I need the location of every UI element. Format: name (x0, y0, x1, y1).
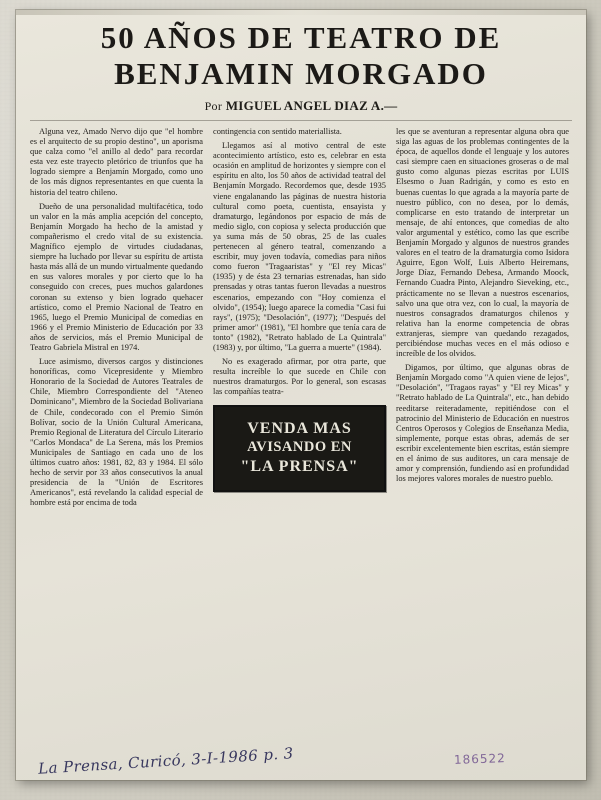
archive-stamp-number: 186522 (453, 751, 507, 767)
article-column-1 (30, 127, 203, 782)
byline-author: MIGUEL ANGEL DIAZ A.— (225, 98, 398, 113)
advertisement-box[interactable] (213, 405, 386, 492)
headline-line-2: BENJAMIN MORGADO (114, 56, 488, 91)
paragraph: Luce asimismo, diversos cargos y distinciones honoríficas, como Vicepresidente y Miembro Honorario de la Sociedad de Autores Teatrales de Chile, Miembro Correspondiente del "Ateneo Dominicano", Miembro de la Sociedad Bolivariana de Chile, condecorado con el Premio Simón Bolívar, socio de la Unión Cultural Americana, Premio Regional de Literatura del Círculo Literario "Carlos Mondaca" de La Serena, más los Premios Municipales de Santiago en cada uno de los últimos cuatro años: 1981, 82, 83 y 1984. El sólo hecho de servir por 33 años consecutivos la anual presidencia de la "Unión de Escritores Americanos", está revelando la calidad especial de hombre está por encima de toda (30, 357, 203, 508)
paragraph: les que se aventuran a representar alguna obra que siga las aguas de los problemas contingentes de la época, de aquellos donde el lenguaje y los autores casi siempre caen en situaciones groseras o de mal gusto como algunas piezas escritas por LUIS Elsesmo o Juan Radrigán, y como es esto en buenas cuentas lo que agrada a la mayoría parte de nuestro público, con no desea, por lo demás, complicarse en esto tratando de interpretar un mensaje, de ahí entonces, que comedias de alto valor argumental y estético, como las que escribe Benjamín Morgado y algunos de nuestros grandes valores en el teatro de la dramaturgia como Isidora Aguirre, Egon Wolf, Luis Alberto Heiremans, Jorge Díaz, Fernando Debesa, Armando Moock, Fernando Cuadra Pinto, Alejandro Sieveking, etc., prácticamente no se llevan a nuestros escenarios, salvo una que otra vez, con lo cual, la mayoría de nuestros consagrados dramaturgos chilenos y relativa han la enorme competencia de obras extranjeras, siempre van quedando rezagados, percibiéndose muchas veces en el más odioso e increíble de los olvidos. (396, 127, 569, 359)
ad-line-2: AVISANDO EN (247, 439, 352, 456)
paragraph: Alguna vez, Amado Nervo dijo que "el hombre es el arquitecto de su propio destino", un aporisma que calza como "el anillo al dedo" para recordar esta vez este trayecto pletórico de triunfos que ha logrado siempre a Benjamín Morgado, como uno de los más dignos representantes en que cuenta la historia del teatro chileno. (30, 127, 203, 197)
byline-prefix: Por (204, 99, 223, 113)
paragraph: No es exagerado afirmar, por otra parte, que resulta increíble lo que sucede en Chile con nuestros dramaturgos. Por lo general, son escasas las compañías teatra- (213, 357, 386, 397)
page-title (30, 20, 572, 92)
header-divider (30, 120, 572, 121)
handwritten-source-note: La Prensa, Curicó, 3-I-1986 p. 3 (37, 744, 295, 778)
ad-line-1: VENDA MAS (247, 420, 352, 438)
article-column-3 (396, 127, 569, 782)
article-body (30, 127, 572, 782)
byline (30, 98, 572, 114)
headline-line-1: 50 AÑOS DE TEATRO DE (100, 20, 502, 55)
newspaper-clipping (16, 10, 586, 780)
paragraph: contingencia con sentido materiallista. (213, 127, 342, 136)
ad-line-3: "LA PRENSA" (240, 458, 359, 476)
paragraph: Digamos, por último, que algunas obras de Benjamín Morgado como "A quien viene de lejos", "Desolación", "Tragaos rayas" y "El rey Micas" y "Retrato hablado de La Quintrala", etc., han debido reeditarse reiteradamente, repitiéndose con el patrocinio del Ministerio de Educación en nuestros Centros Operosos y Colegios de Enseñanza Media, simplemente, porque estas obras, además de ser escribir excelentemente bien escritas, están siempre en el ánimo de sus auditores, un cara mensaje de amor y comprensión, fundiendo así en profundidad los mejores valores morales de nuestro pueblo. (396, 363, 570, 484)
paragraph: Llegamos así al motivo central de este acontecimiento artístico, esto es, celebrar en esta ocasión en amplitud de horizontes y siempre con el espíritu en alto, los 50 años de actividad teatral del Benjamín Morgado. Recordemos que, desde 1935 viene engalanando las páginas de nuestra historia cultural como poeta, cuentista, ensayista y dramaturgo, legándonos por espacio de más de medio siglo, con copiosa y selecta producción que ya suma más de 50 obras, 25 de las cuales pertenecen al género teatral, comenzando a escribir, muy joven todavía, comedias para niños como fueron "Tragaaristas" y "El rey Micas" (1935) y de ésta 23 ternarias estrenadas, han sido prensadas y otras tantas fueron llevadas a nuestros escenarios, empezando con "Hoy comienza el olvido", (1954); luego aparece la comedia "Casi fui rays", (1975); "Desolación", (1977); "Después del primer amor" (1981), "El hombre que tenía cara de tonto" (1982), "Retrato hablado de La Quintrala" (1983) y, por último, "La guerra a muerte" (1984). (213, 141, 386, 352)
article-column-2 (213, 127, 386, 782)
paragraph: Dueño de una personalidad multifacética, todo un valor en la más amplia acepción del concepto, Benjamín Morgado ha hecho de la amistad y compañerismo el credo vital de su existencia. Magnífico ejemplo de virtudes ciudadanas, siempre ha luchado por llevar su espíritu de artista hasta más allá de un mundo virtualmente quedando en sus valores morales y por cierto que lo ha conseguido con creces, pues muchos galardones coronan su extenso y bien logrado quehacer artístico, como el Premio Nacional de Teatro en 1965, luego el Premio Municipal de comedias en 1966 y el Premio Ministerio de Educación por 33 años de servicios, más el Premio Municipal de Teatro Gabriela Mistral en 1974. (30, 201, 203, 352)
